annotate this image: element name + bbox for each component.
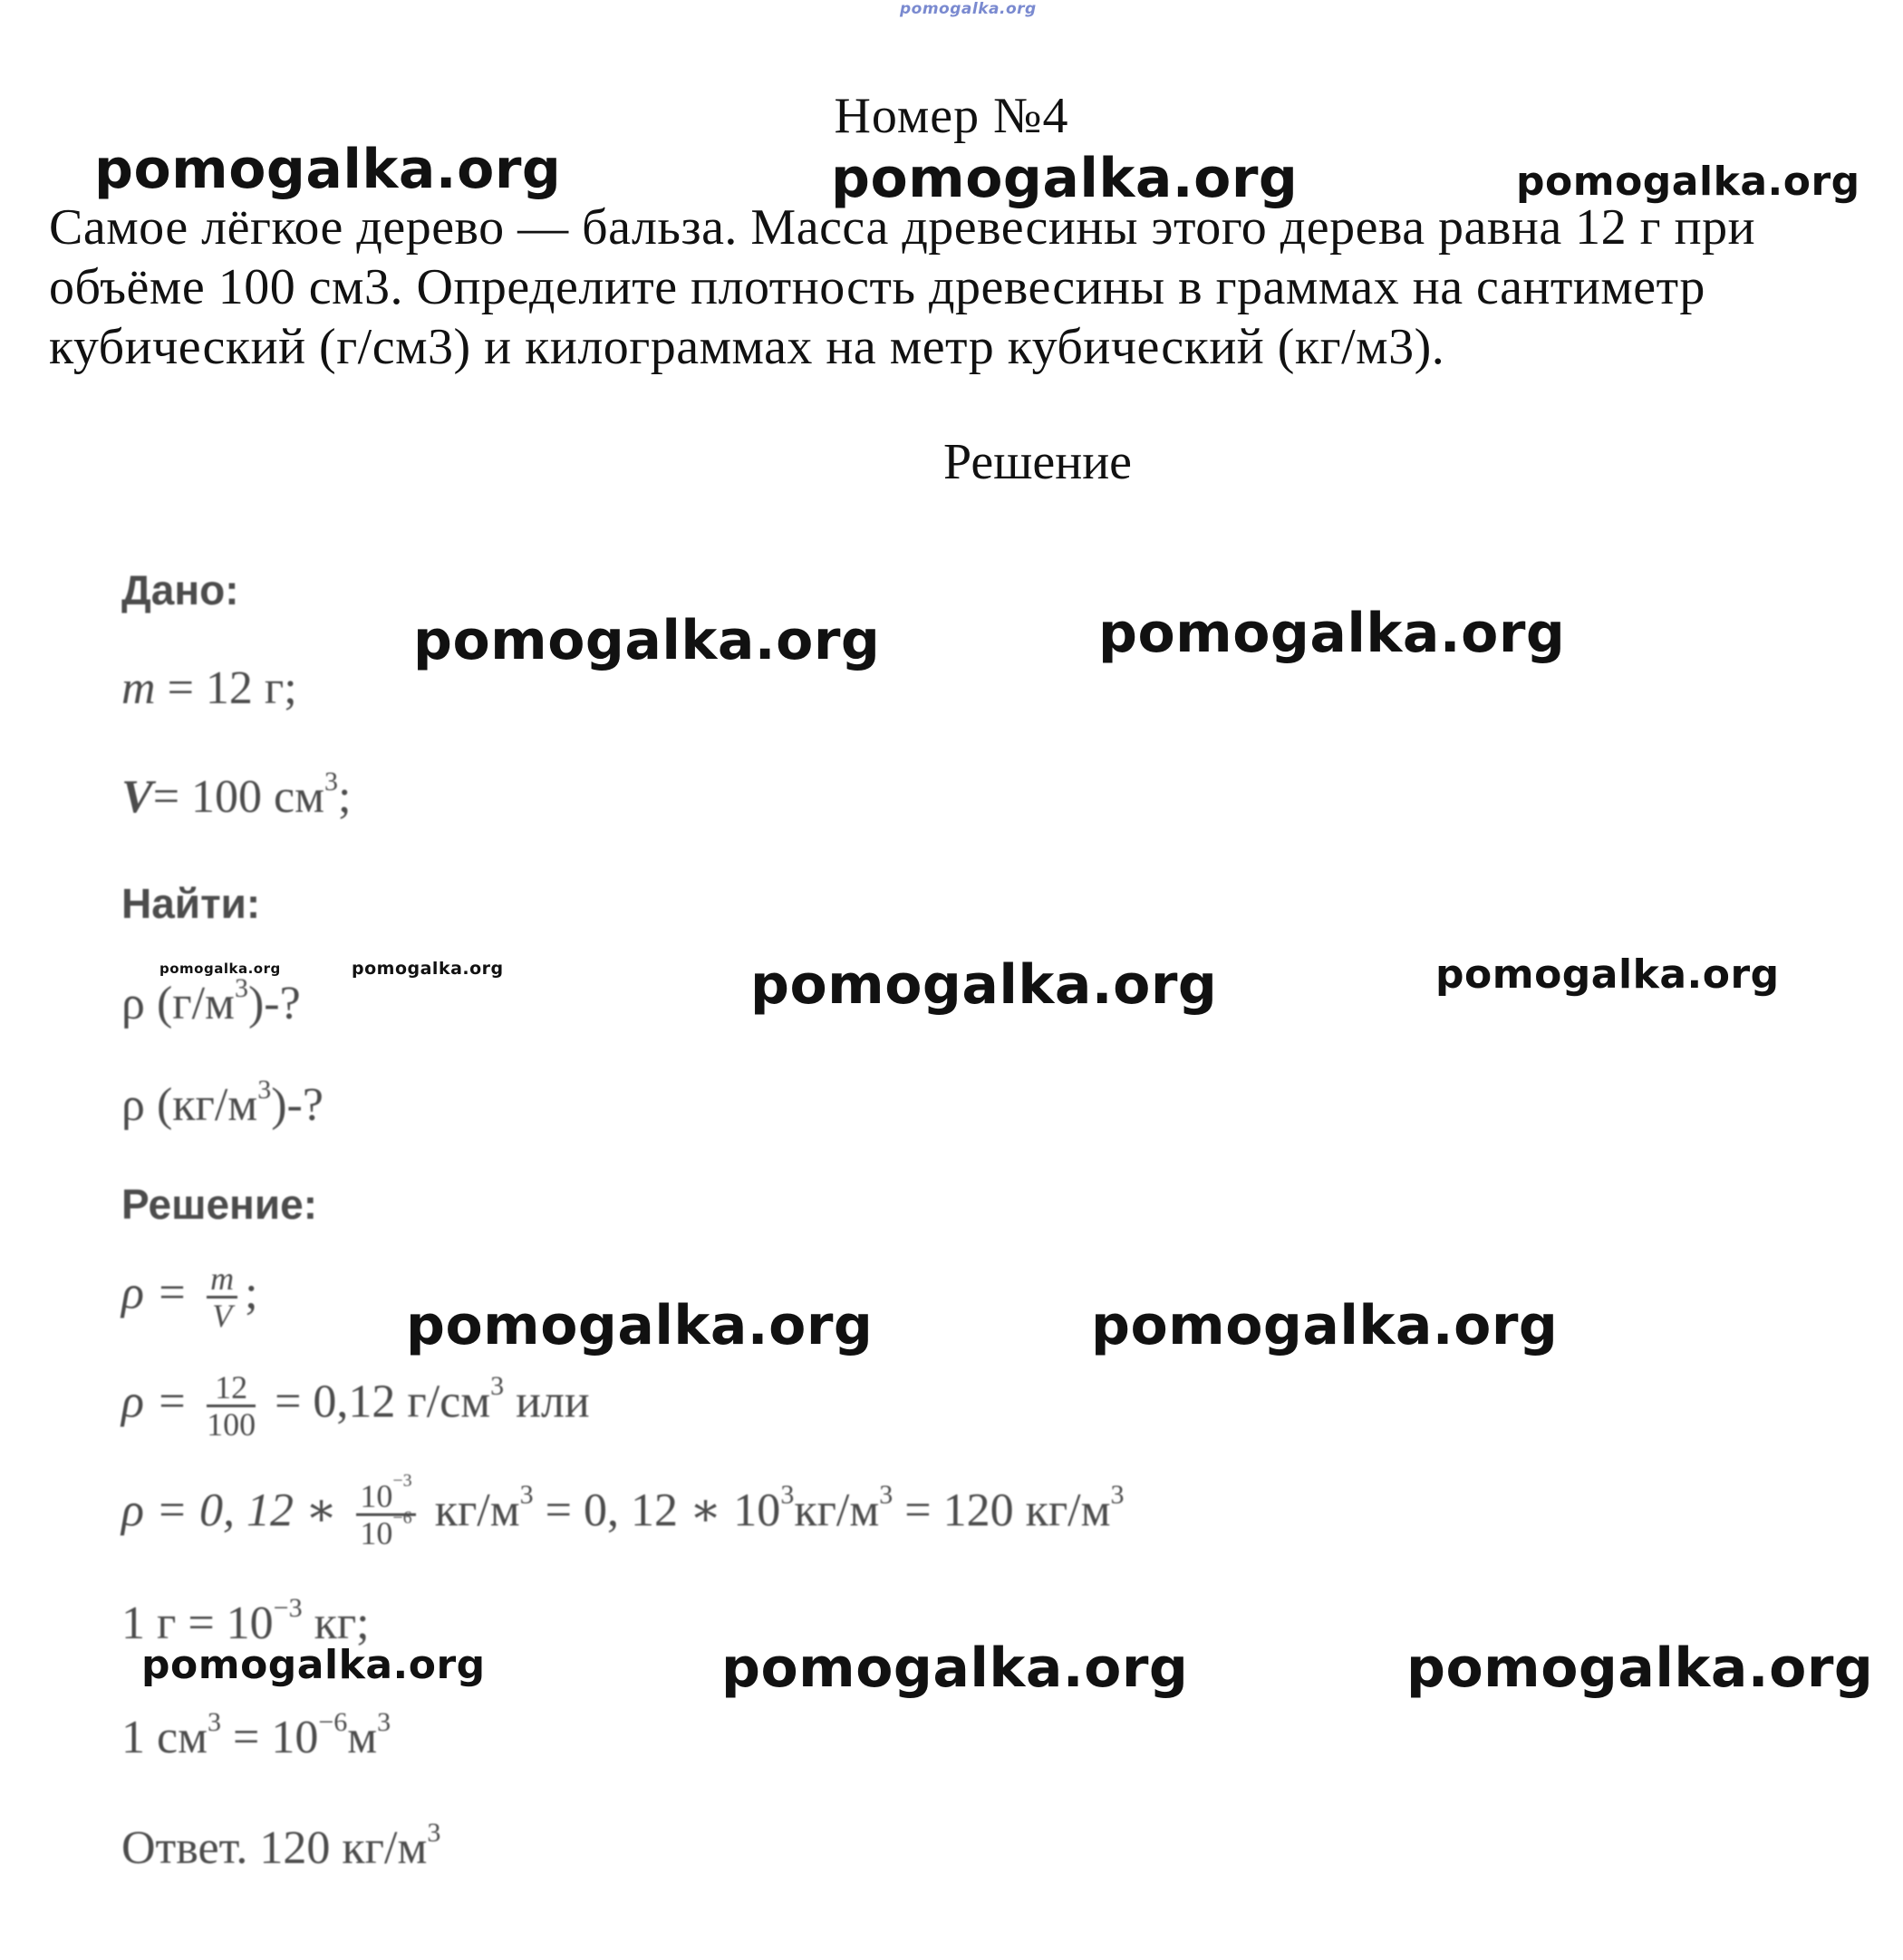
fraction — [207, 1370, 256, 1442]
watermark: pomogalka.org — [831, 147, 1299, 210]
watermark: pomogalka.org — [1516, 159, 1860, 205]
watermark: pomogalka.org — [1435, 951, 1780, 998]
step-exponent: 3 — [879, 1480, 894, 1511]
given-mass — [121, 661, 297, 715]
step-rhs: = 0,12 г/см — [263, 1376, 491, 1428]
watermark: pomogalka.org — [721, 1637, 1189, 1700]
calc-step-2 — [121, 1471, 1125, 1551]
watermark: pomogalka.org — [406, 1294, 874, 1357]
solution-heading: Решение — [942, 434, 1133, 490]
fraction — [207, 1261, 237, 1333]
solution-label: Решение: — [121, 1181, 318, 1228]
step-lhs: ρ = — [121, 1376, 200, 1428]
step-part: = 120 кг/м — [893, 1484, 1111, 1537]
answer-text: Ответ. 120 кг/м — [121, 1822, 428, 1874]
find-text: ρ (кг/м — [121, 1079, 258, 1131]
step-part: кг/м — [794, 1484, 880, 1537]
volume-end: ; — [338, 771, 352, 823]
step-exponent: 3 — [780, 1480, 795, 1511]
step-exponent: 3 — [490, 1371, 505, 1402]
watermark: pomogalka.org — [352, 959, 504, 979]
watermark-top: pomogalka.org — [900, 0, 1037, 18]
conv-exponent: −3 — [273, 1592, 303, 1623]
formula-end: ; — [245, 1267, 258, 1319]
watermark: pomogalka.org — [413, 609, 881, 672]
mass-value: = 12 г; — [155, 662, 297, 714]
step-lhs: ρ = 0, 12 ∗ — [121, 1484, 350, 1537]
formula-lhs: ρ = — [121, 1267, 200, 1319]
watermark: pomogalka.org — [159, 961, 281, 977]
conv-exponent: 3 — [377, 1706, 391, 1737]
conv-exponent: 3 — [208, 1706, 221, 1737]
problem-line: кубический (г/см3) и килограммах на метр кубический (кг/м3). — [49, 319, 1445, 375]
conversion-volume — [121, 1706, 391, 1764]
fraction — [356, 1471, 415, 1551]
given-volume — [121, 766, 352, 824]
find-text-end: )-? — [247, 978, 301, 1029]
mass-symbol: m — [121, 662, 156, 714]
watermark: pomogalka.org — [141, 1642, 486, 1688]
watermark: pomogalka.org — [94, 138, 562, 201]
watermark: pomogalka.org — [1406, 1637, 1874, 1700]
volume-symbol: V — [121, 771, 153, 823]
fraction-denominator: V — [212, 1298, 233, 1334]
find-exponent: 3 — [257, 1074, 272, 1105]
conv-text-end: кг; — [302, 1598, 370, 1649]
numerator-exponent: −3 — [392, 1471, 412, 1491]
problem-line: Самое лёгкое дерево — бальза. Масса древесины этого дерева равна 12 г при — [49, 199, 1756, 256]
problem-text — [49, 198, 1861, 377]
step-part: = 0, 12 ∗ 10 — [533, 1484, 781, 1537]
fraction-numerator: 12 — [207, 1370, 256, 1407]
fraction-numerator: m — [207, 1261, 237, 1299]
watermark: pomogalka.org — [1091, 1294, 1559, 1357]
find-label: Найти: — [121, 880, 261, 927]
find-item-1 — [121, 972, 301, 1030]
conv-text: 1 г = 10 — [121, 1598, 274, 1649]
fraction-denominator: 100 — [207, 1406, 256, 1443]
numerator-base: 10 — [360, 1478, 393, 1514]
volume-value: = 100 см — [152, 771, 324, 823]
find-exponent: 3 — [234, 972, 248, 1003]
conv-text-end: м — [347, 1712, 378, 1763]
answer-line — [121, 1817, 441, 1875]
conv-text-mid: = 10 — [221, 1712, 319, 1763]
fraction-denominator — [356, 1508, 415, 1551]
volume-exponent: 3 — [324, 766, 338, 797]
denominator-exponent: −6 — [392, 1508, 412, 1528]
step-part: кг/м — [422, 1484, 520, 1537]
watermark: pomogalka.org — [1098, 602, 1566, 665]
find-text: ρ (г/м — [121, 978, 235, 1029]
conv-text: 1 см — [121, 1712, 208, 1763]
problem-line: объёме 100 см3. Определите плотность древесины в граммах на сантиметр — [49, 259, 1705, 315]
watermark: pomogalka.org — [750, 953, 1218, 1017]
density-formula — [121, 1261, 258, 1333]
given-label: Дано: — [121, 566, 239, 613]
step-exponent: 3 — [519, 1480, 534, 1511]
step-exponent: 3 — [1110, 1480, 1125, 1511]
conv-exponent: −6 — [318, 1706, 348, 1737]
calc-step-1 — [121, 1370, 590, 1442]
step-end: или — [504, 1376, 590, 1428]
find-text-end: )-? — [271, 1079, 324, 1131]
find-item-2 — [121, 1074, 324, 1132]
denominator-base: 10 — [360, 1515, 393, 1551]
answer-exponent: 3 — [427, 1817, 441, 1848]
page-title: Номер №4 — [834, 88, 1069, 144]
